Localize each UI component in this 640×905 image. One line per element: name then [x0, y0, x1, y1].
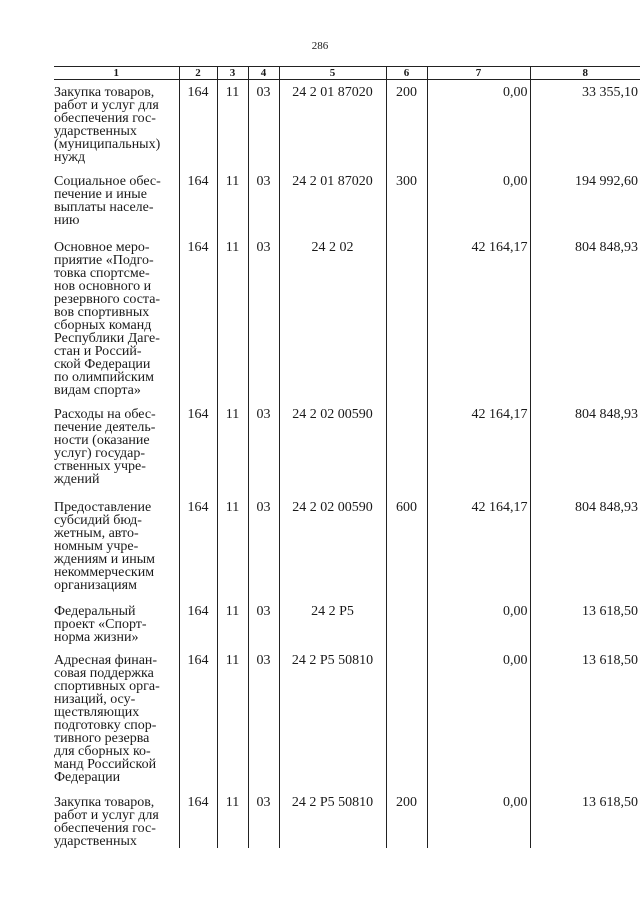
row-grbs: 164: [179, 495, 217, 599]
row-name: Предоставление субсидий бюд- жетным, авто- номным учре- ждениям и иным некоммерческим организациям: [54, 499, 156, 593]
row-sum-8: 194 992,60: [530, 169, 640, 235]
row-subsection: 03: [248, 235, 279, 402]
header-cell-sum-7: 7: [427, 67, 530, 80]
table-row: [54, 495, 640, 599]
row-expense-type: 600: [386, 495, 427, 599]
row-section: 11: [217, 169, 248, 235]
row-sum-7: 0,00: [427, 648, 530, 790]
row-sum-7: 0,00: [427, 80, 530, 169]
table-row: [54, 80, 640, 169]
row-section: 11: [217, 80, 248, 169]
header-cell-name: 1: [54, 67, 179, 80]
row-target-article: 24 2 P5 50810: [279, 648, 386, 790]
row-sum-8: 804 848,93: [530, 235, 640, 402]
table-row: [54, 599, 640, 648]
row-name: Социальное обес- печение и иные выплаты населе- нию: [54, 173, 161, 228]
table-row: [54, 402, 640, 495]
table-row: [54, 648, 640, 790]
row-grbs: 164: [179, 790, 217, 848]
row-grbs: 164: [179, 648, 217, 790]
header-row: [54, 67, 640, 80]
row-grbs: 164: [179, 169, 217, 235]
header-cell-section: 3: [217, 67, 248, 80]
row-sum-8: 33 355,10: [530, 80, 640, 169]
row-target-article: 24 2 P5 50810: [279, 790, 386, 848]
table-row: [54, 169, 640, 235]
row-subsection: 03: [248, 80, 279, 169]
row-expense-type: [386, 648, 427, 790]
row-sum-8: 13 618,50: [530, 599, 640, 648]
header-cell-grbs: 2: [179, 67, 217, 80]
row-sum-7: 42 164,17: [427, 402, 530, 495]
row-grbs: 164: [179, 235, 217, 402]
header-cell-target-article: 5: [279, 67, 386, 80]
row-name: Закупка товаров, работ и услуг для обеспечения гос- ударственных: [54, 794, 159, 849]
row-subsection: 03: [248, 169, 279, 235]
row-section: 11: [217, 790, 248, 848]
row-name: Адресная финан- совая поддержка спортивных орга- низаций, осу- ществляющих подготовку спор- тивного резерва для сборных ко- манд Российской Федерации: [54, 652, 160, 785]
row-subsection: 03: [248, 648, 279, 790]
row-section: 11: [217, 495, 248, 599]
row-expense-type: [386, 235, 427, 402]
row-sum-8: 13 618,50: [530, 648, 640, 790]
row-subsection: 03: [248, 599, 279, 648]
row-sum-7: 0,00: [427, 599, 530, 648]
row-target-article: 24 2 02: [279, 235, 386, 402]
row-section: 11: [217, 235, 248, 402]
row-expense-type: [386, 599, 427, 648]
row-sum-7: 42 164,17: [427, 235, 530, 402]
row-subsection: 03: [248, 790, 279, 848]
row-expense-type: 300: [386, 169, 427, 235]
row-subsection: 03: [248, 495, 279, 599]
row-grbs: 164: [179, 402, 217, 495]
row-name: Закупка товаров, работ и услуг для обеспечения гос- ударственных (муниципальных) нужд: [54, 85, 161, 165]
row-sum-8: 804 848,93: [530, 402, 640, 495]
row-expense-type: 200: [386, 790, 427, 848]
header-cell-expense-type: 6: [386, 67, 427, 80]
row-sum-8: 13 618,50: [530, 790, 640, 848]
header-cell-sum-8: 8: [530, 67, 640, 80]
row-expense-type: [386, 402, 427, 495]
row-grbs: 164: [179, 599, 217, 648]
row-expense-type: 200: [386, 80, 427, 169]
table-row: [54, 235, 640, 402]
row-name: Основное меро- приятие «Подго- товка спортсме- нов основного и резервного соста- вов спортивных сборных команд Республики Даге- стан и Россий- ской Федерации по олимпийским видам спорта»: [54, 239, 161, 398]
row-target-article: 24 2 P5: [279, 599, 386, 648]
header-cell-subsection: 4: [248, 67, 279, 80]
row-section: 11: [217, 402, 248, 495]
row-grbs: 164: [179, 80, 217, 169]
row-sum-7: 42 164,17: [427, 495, 530, 599]
row-target-article: 24 2 02 00590: [279, 495, 386, 599]
table-row: [54, 790, 640, 848]
row-sum-8: 804 848,93: [530, 495, 640, 599]
row-target-article: 24 2 02 00590: [279, 402, 386, 495]
row-section: 11: [217, 648, 248, 790]
row-section: 11: [217, 599, 248, 648]
row-name: Федеральный проект «Спорт- норма жизни»: [54, 603, 147, 645]
row-target-article: 24 2 01 87020: [279, 169, 386, 235]
budget-table: [54, 66, 640, 848]
row-name: Расходы на обес- печение деятель- ности (оказание услуг) государ- ственных учре- ждений: [54, 406, 156, 487]
row-sum-7: 0,00: [427, 169, 530, 235]
row-target-article: 24 2 01 87020: [279, 80, 386, 169]
page-number: 286: [311, 40, 329, 52]
row-sum-7: 0,00: [427, 790, 530, 848]
row-subsection: 03: [248, 402, 279, 495]
